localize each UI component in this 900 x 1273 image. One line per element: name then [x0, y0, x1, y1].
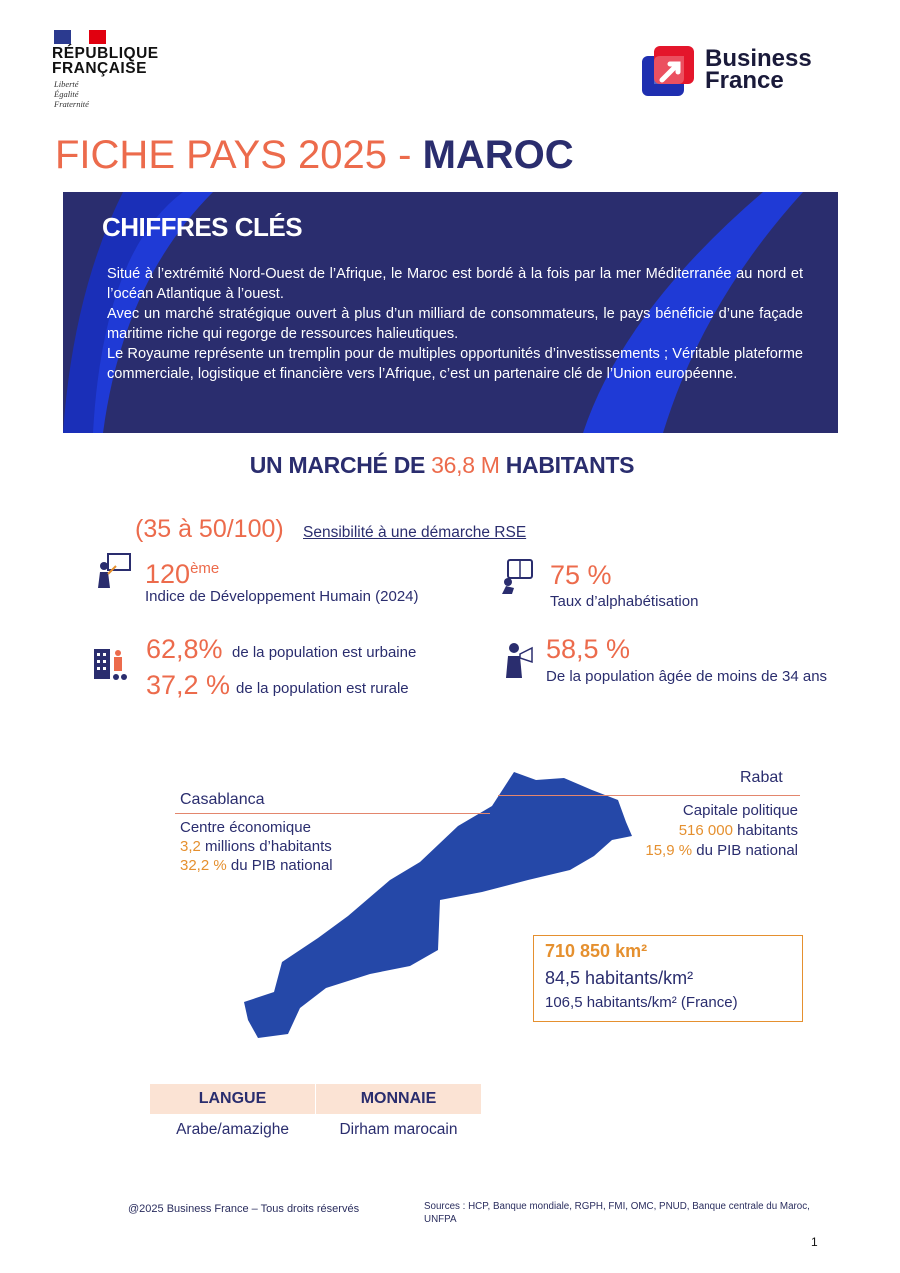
rabat-details: Capitale politique 516 000 habitants 15,9 % du PIB national: [645, 802, 798, 859]
rse-score: (35 à 50/100): [135, 515, 284, 543]
casablanca-divider: [175, 813, 490, 814]
market-title: UN MARCHÉ DE 36,8 M HABITANTS: [249, 452, 635, 478]
density-value: 84,5 habitants/km²: [545, 968, 694, 988]
key-figures-heading: CHIFFRES CLÉS: [102, 212, 303, 242]
republique-francaise-flag-icon: [54, 30, 106, 44]
literacy-value: 75 %: [550, 560, 612, 590]
language-heading: LANGUE: [150, 1084, 315, 1114]
urban-label: de la population est urbaine: [232, 644, 417, 661]
rabat-name: Rabat: [740, 769, 783, 786]
page-number: 1: [811, 1235, 818, 1249]
idh-rank: 120ème: [145, 559, 220, 589]
currency-heading: MONNAIE: [316, 1084, 481, 1114]
rural-value: 37,2 %: [146, 670, 231, 700]
republique-francaise-motto: Liberté Égalité Fraternité: [54, 79, 89, 109]
footer-sources: Sources : HCP, Banque mondiale, RGPH, FMI, OMC, PNUD, Banque centrale du Maroc, UNFPA: [424, 1201, 810, 1225]
presenter-icon: [96, 552, 132, 590]
key-figures-text: Situé à l’extrémité Nord-Ouest de l’Afrique, le Maroc est bordé à la fois par la mer Méditerranée au nord et l’océan Atlantique à l’ouest. Avec un marché stratégique ouvert à plus d’un milliard de consommateurs, le pays bénéficie d’une façade maritime riche qui regorge de ressources halieutiques. Le Royaume représente un tremplin pour de multiples opportunités d’investissements ; Véritable plateforme commerciale, logistique et financière vers l’Afrique, c’est un partenaire clé de l’Union européenne.: [107, 266, 803, 382]
density-france-value: 106,5 habitants/km² (France): [545, 994, 738, 1011]
casablanca-details: Centre économique 3,2 millions d’habitants 32,2 % du PIB national: [180, 819, 333, 874]
language-value: Arabe/amazighe: [176, 1121, 289, 1138]
city-building-icon: [92, 645, 128, 683]
reading-icon: [500, 558, 536, 596]
business-france-logo-icon: [642, 46, 694, 96]
young-person-megaphone-icon: [500, 640, 536, 678]
literacy-label: Taux d’alphabétisation: [550, 593, 699, 610]
currency-value: Dirham marocain: [339, 1121, 458, 1138]
footer-copyright: @2025 Business France – Tous droits réservés: [128, 1203, 360, 1215]
area-value: 710 850 km²: [545, 941, 648, 961]
republique-francaise-title: RÉPUBLIQUE FRANÇAISE: [52, 45, 159, 77]
young-population-label: De la population âgée de moins de 34 ans: [546, 668, 828, 685]
rural-label: de la population est rurale: [236, 680, 409, 697]
young-population-value: 58,5 %: [546, 634, 631, 664]
page-title: FICHE PAYS 2025 - MAROC: [55, 133, 574, 177]
rse-label: Sensibilité à une démarche RSE: [303, 524, 527, 541]
urban-value: 62,8%: [146, 634, 223, 664]
rabat-divider: [498, 795, 800, 796]
idh-label: Indice de Développement Humain (2024): [145, 588, 419, 605]
casablanca-name: Casablanca: [180, 791, 265, 808]
business-france-name: Business France: [705, 45, 812, 94]
